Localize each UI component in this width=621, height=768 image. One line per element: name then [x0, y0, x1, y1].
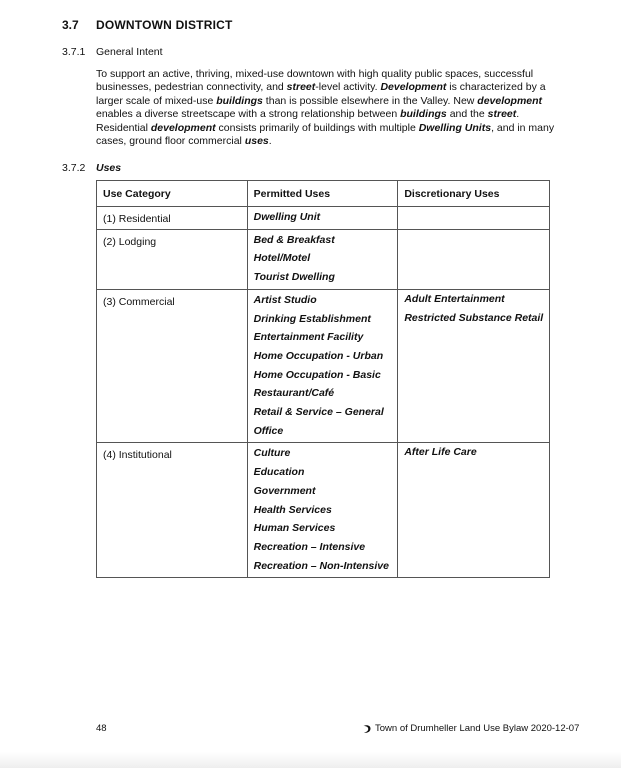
defined-term: uses: [244, 135, 269, 148]
paragraph-text: . Residential: [96, 108, 520, 134]
general-intent-paragraph: [96, 68, 566, 148]
permitted-uses-cell: [247, 229, 398, 289]
permitted-use: Human Services: [253, 522, 336, 535]
subsection-title-uses: Uses: [96, 162, 122, 174]
header-permitted-uses: Permitted Uses: [247, 181, 398, 207]
defined-term: Dwelling Units: [418, 121, 492, 134]
permitted-use: Health Services: [253, 503, 332, 516]
defined-term: Development: [380, 81, 447, 94]
permitted-use: Hotel/Motel: [253, 252, 311, 265]
permitted-uses-cell: [247, 289, 398, 443]
section-number: 3.7: [62, 18, 79, 32]
paragraph-text: -level activity.: [315, 81, 381, 94]
permitted-use: Office: [253, 424, 284, 437]
permitted-use: Tourist Dwelling: [253, 271, 335, 284]
table-row: [97, 207, 550, 230]
page-edge-shadow: [0, 752, 621, 768]
defined-term: development: [150, 121, 216, 134]
permitted-use: Restaurant/Café: [253, 387, 335, 400]
paragraph-text: consists primarily of buildings with multiple: [215, 121, 419, 134]
use-category-cell: (2) Lodging: [97, 229, 248, 289]
table-row: [97, 443, 550, 578]
use-category-cell: (1) Residential: [97, 207, 248, 230]
footer-text: Town of Drumheller Land Use Bylaw 2020-12-07: [375, 723, 580, 734]
paragraph-text: and the: [446, 108, 488, 121]
permitted-use: Culture: [253, 447, 291, 460]
subsection-number-uses: 3.7.2: [62, 162, 86, 174]
defined-term: street: [487, 108, 517, 121]
permitted-uses-cell: [247, 443, 398, 578]
table-header-row: [97, 181, 550, 207]
permitted-use: Recreation – Non-Intensive: [253, 559, 389, 572]
permitted-use: Government: [253, 484, 316, 497]
use-category-cell: (4) Institutional: [97, 443, 248, 578]
permitted-use: Recreation – Intensive: [253, 540, 366, 553]
header-use-category: Use Category: [97, 181, 248, 207]
discretionary-uses-cell: [398, 207, 550, 230]
defined-term: buildings: [400, 108, 447, 121]
paragraph-text: .: [268, 135, 272, 148]
discretionary-use: After Life Care: [404, 446, 477, 459]
use-category-cell: (3) Commercial: [97, 289, 248, 443]
paragraph-text: than is possible elsewhere in the Valley. New: [262, 94, 478, 107]
discretionary-use: Adult Entertainment: [404, 292, 505, 305]
permitted-use: Education: [253, 466, 305, 479]
table-row: [97, 289, 550, 443]
permitted-use: Home Occupation - Basic: [253, 368, 381, 381]
permitted-use: Dwelling Unit: [253, 211, 321, 223]
discretionary-uses-cell: [398, 229, 550, 289]
drumheller-logo-icon: [362, 724, 372, 734]
paragraph-text: , and in many cases, ground floor commercial: [96, 121, 555, 148]
subsection-number-general-intent: 3.7.1: [62, 46, 86, 58]
permitted-uses-cell: [247, 207, 398, 230]
page-number: 48: [96, 723, 107, 734]
paragraph-text: is characterized by a larger scale of mixed-use: [96, 81, 546, 107]
uses-table: [96, 180, 550, 578]
discretionary-uses-cell: [398, 443, 550, 578]
paragraph-text: To support an active, thriving, mixed-use downtown with high quality public spaces, successful businesses, pedestrian connectivity, and: [96, 68, 534, 94]
discretionary-use: Restricted Substance Retail: [404, 311, 544, 324]
subsection-title-general-intent: General Intent: [96, 46, 163, 58]
defined-term: development: [477, 94, 543, 107]
permitted-use: Bed & Breakfast: [253, 233, 335, 246]
permitted-use: Home Occupation - Urban: [253, 349, 384, 362]
permitted-use: Drinking Establishment: [253, 312, 371, 325]
header-discretionary-uses: Discretionary Uses: [398, 181, 550, 207]
permitted-use: Artist Studio: [253, 293, 317, 306]
table-row: [97, 229, 550, 289]
footer: [362, 723, 579, 734]
permitted-use: Entertainment Facility: [253, 331, 364, 344]
defined-term: street: [286, 81, 316, 94]
defined-term: buildings: [216, 94, 263, 107]
discretionary-uses-cell: [398, 289, 550, 443]
paragraph-text: enables a diverse streetscape with a strong relationship between: [96, 108, 401, 121]
section-title: DOWNTOWN DISTRICT: [96, 18, 233, 32]
permitted-use: Retail & Service – General: [253, 406, 384, 419]
